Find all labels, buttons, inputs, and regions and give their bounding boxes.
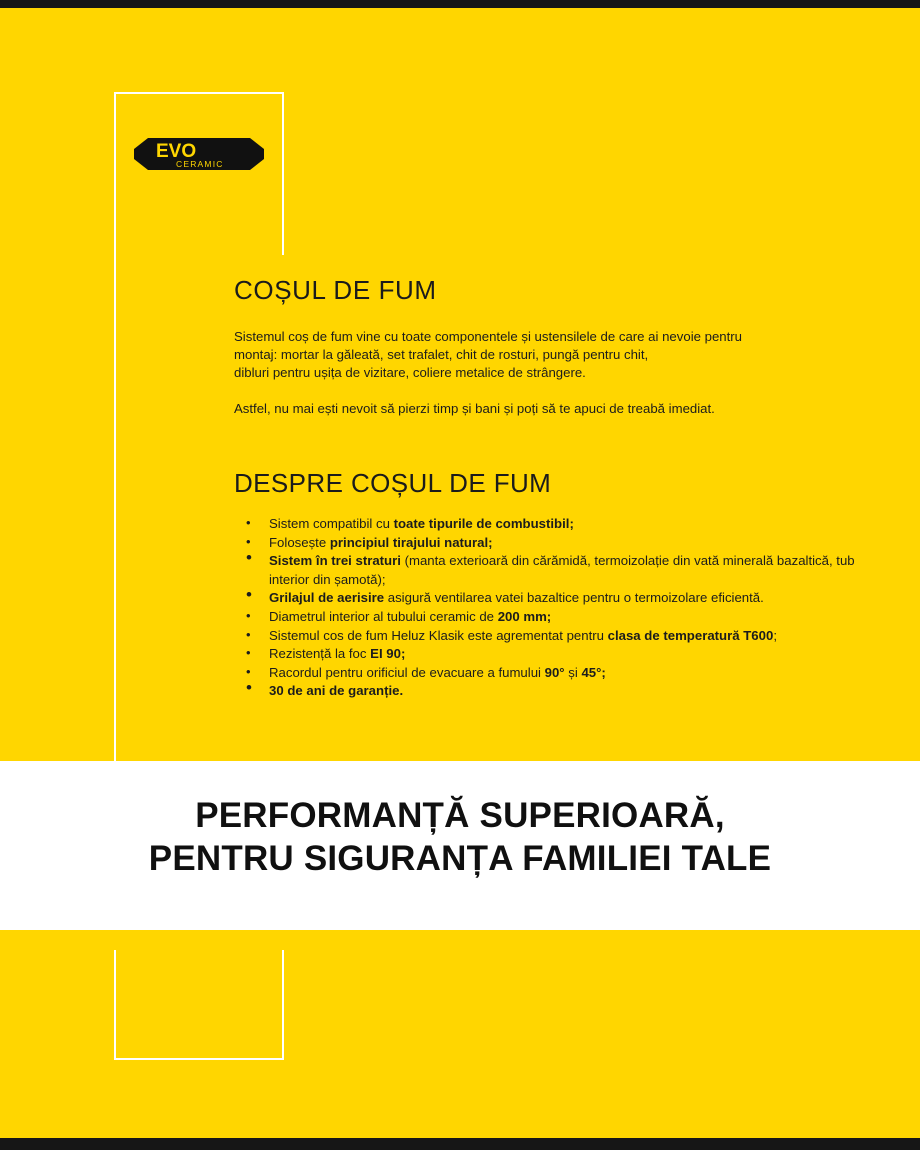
list-item-text: ;: [773, 627, 777, 643]
list-item-text: Diametrul interior al tubului ceramic de: [269, 608, 498, 624]
top-dark-band: [0, 0, 920, 8]
list-item-emphasis: EI 90;: [370, 646, 406, 662]
list-item: [234, 627, 874, 646]
paragraph-spacer: [234, 382, 874, 400]
list-item: [234, 645, 874, 664]
details-list: [234, 515, 874, 701]
page-title: COȘUL DE FUM: [234, 275, 437, 305]
list-item-text: Sistemul cos de fum Heluz Klasik este agrementat pentru: [269, 627, 608, 643]
banner-line-1: PERFORMANȚĂ SUPERIOARĂ,: [195, 796, 725, 835]
intro-paragraph: [234, 328, 874, 418]
list-item-emphasis: 45°;: [581, 664, 606, 680]
svg-text:CERAMIC: CERAMIC: [176, 159, 224, 169]
list-item-text: (manta exterioară din cărămidă, termoizolație din vată minerală bazaltică, tub interior din șamotă);: [269, 553, 855, 587]
svg-text:EVO: EVO: [156, 141, 197, 162]
intro-line-2: montaj: mortar la găleată, set trafalet, chit de rosturi, pungă pentru chit,: [234, 347, 649, 362]
banner-line-2: PENTRU SIGURANȚA FAMILIEI TALE: [148, 839, 772, 878]
intro-line-1: Sistemul coș de fum vine cu toate componentele și ustensilele de care ai nevoie pentru: [234, 329, 743, 344]
highlight-banner-text: [0, 794, 920, 880]
list-item-text: Folosește: [269, 534, 330, 550]
list-item-text: Racordul pentru orificiul de evacuare a fumului: [269, 664, 545, 680]
decorative-frame-vertical-line: [114, 92, 116, 792]
list-item-emphasis: 30 de ani de garanție.: [269, 683, 404, 699]
list-item-text: Sistem compatibil cu: [269, 516, 394, 531]
list-item: [234, 534, 874, 553]
list-item: [234, 682, 874, 701]
intro-line-4: Astfel, nu mai ești nevoit să pierzi timp și bani și poți să te apuci de treabă imediat.: [234, 401, 715, 416]
intro-line-3: dibluri pentru ușița de vizitare, coliere metalice de strângere.: [234, 365, 586, 380]
list-item-emphasis: toate tipurile de combustibil;: [393, 516, 574, 531]
list-item-text: și: [564, 664, 582, 680]
bottom-dark-band: [0, 1138, 920, 1150]
decorative-frame-bottom: [114, 950, 284, 1060]
list-item: [234, 589, 874, 608]
list-item-emphasis: 90°: [544, 664, 565, 680]
list-item-emphasis: Sistem în trei straturi: [269, 553, 405, 569]
list-item-text: asigură ventilarea vatei bazaltice pentru o termoizolare eficientă.: [387, 590, 764, 606]
list-item: [234, 664, 874, 683]
list-item-emphasis: clasa de temperatură T600: [607, 627, 774, 643]
list-item-emphasis: principiul tirajului natural;: [329, 534, 493, 550]
list-item-emphasis: 200 mm;: [497, 608, 552, 624]
list-item: [234, 608, 874, 627]
evo-ceramic-logo: [134, 130, 264, 178]
list-item: [234, 552, 874, 589]
list-item-text: Rezistență la foc: [269, 646, 371, 662]
details-title: DESPRE COȘUL DE FUM: [234, 468, 552, 498]
list-item-emphasis: Grilajul de aerisire: [269, 590, 388, 606]
content-column: [234, 275, 874, 701]
list-item: [234, 515, 874, 534]
